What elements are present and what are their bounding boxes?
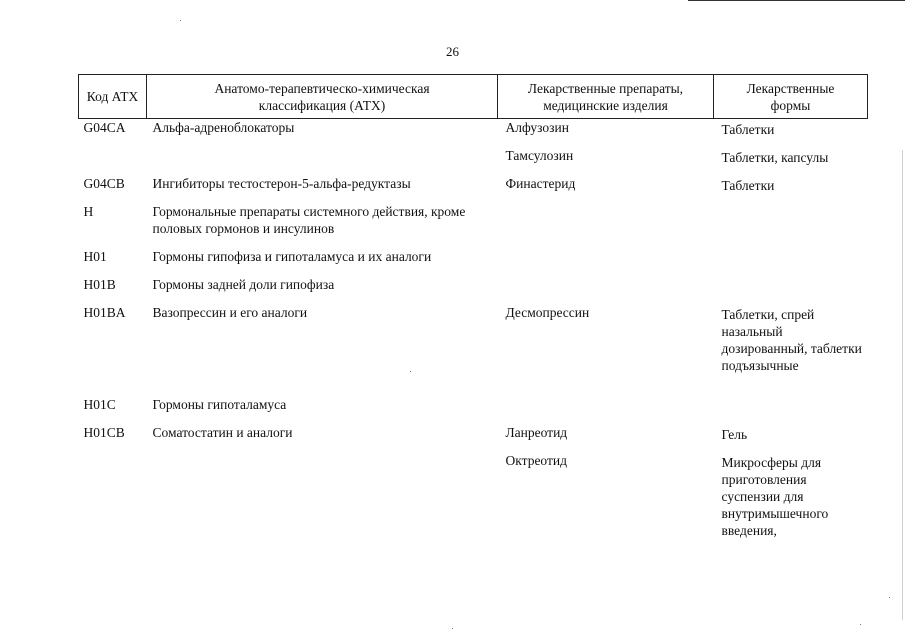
atx-table (78, 74, 868, 544)
row-code: H01BA (83, 304, 126, 320)
scan-speck (889, 597, 890, 598)
row-drug (498, 203, 714, 248)
row-form: Таблетки (721, 122, 775, 137)
top-rule (688, 0, 905, 1)
table-header-row (79, 75, 868, 119)
header-forms: Лекарственные формы (714, 75, 868, 119)
table-row (79, 304, 868, 396)
row-classification: Гормональные препараты системного действия, кроме половых гормонов и инсулинов (152, 203, 466, 236)
scan-speck (410, 371, 411, 372)
row-drug (498, 396, 714, 424)
scan-speck (860, 624, 861, 625)
row-drug: Тамсулозин (505, 147, 574, 163)
row-code: H01B (83, 276, 116, 292)
row-drug (498, 248, 714, 276)
row-form: Микросферы для приготовления суспензии для внутримышечного введения, (721, 454, 829, 538)
scan-edge (902, 150, 903, 620)
row-form: Таблетки, спрей назальный дозированный, таблетки подъязычные (721, 306, 862, 373)
row-drug: Алфузозин (505, 120, 569, 135)
row-classification (147, 147, 498, 175)
table-row (79, 424, 868, 452)
row-code: G04CB (83, 175, 125, 191)
row-form: Таблетки, капсулы (721, 149, 829, 165)
row-code: H (83, 203, 94, 219)
scan-speck (452, 628, 453, 629)
table-row (79, 147, 868, 175)
header-classification: Анатомо-терапевтическо-химическая классификация (АТХ) (147, 75, 498, 119)
row-form: Таблетки (721, 177, 775, 193)
row-drug: Финастерид (505, 175, 576, 191)
row-code (79, 452, 147, 544)
table-row (79, 276, 868, 304)
table-row (79, 248, 868, 276)
row-classification: Соматостатин и аналоги (152, 424, 293, 440)
row-form (714, 203, 868, 248)
row-code: G04CA (83, 120, 126, 135)
row-drug: Октреотид (505, 452, 568, 468)
row-classification: Гормоны задней доли гипофиза (152, 276, 335, 292)
header-drugs: Лекарственные препараты, медицинские изделия (498, 75, 714, 119)
row-drug: Десмопрессин (505, 304, 590, 320)
row-form (714, 248, 868, 276)
row-classification: Гормоны гипофиза и гипоталамуса и их аналоги (152, 248, 432, 264)
row-classification (147, 452, 498, 544)
row-form: Гель (721, 426, 748, 442)
row-code: H01 (83, 248, 107, 264)
row-classification: Альфа-адреноблокаторы (152, 120, 295, 135)
row-form (714, 276, 868, 304)
row-classification: Ингибиторы тестостерон-5-альфа-редуктазы (152, 175, 411, 191)
row-code: H01CB (83, 424, 125, 440)
row-code (79, 147, 147, 175)
row-drug (498, 276, 714, 304)
row-code: H01C (83, 396, 116, 412)
row-form (714, 396, 868, 424)
header-code: Код АТХ (79, 75, 147, 119)
page-number: 26 (446, 44, 459, 59)
row-classification: Вазопрессин и его аналоги (152, 304, 308, 320)
table-row (79, 396, 868, 424)
row-drug: Ланреотид (505, 424, 568, 440)
table-row (79, 119, 868, 147)
scan-speck (180, 20, 181, 21)
row-classification: Гормоны гипоталамуса (152, 396, 287, 412)
table-row (79, 175, 868, 203)
table-row (79, 203, 868, 248)
table-row (79, 452, 868, 544)
